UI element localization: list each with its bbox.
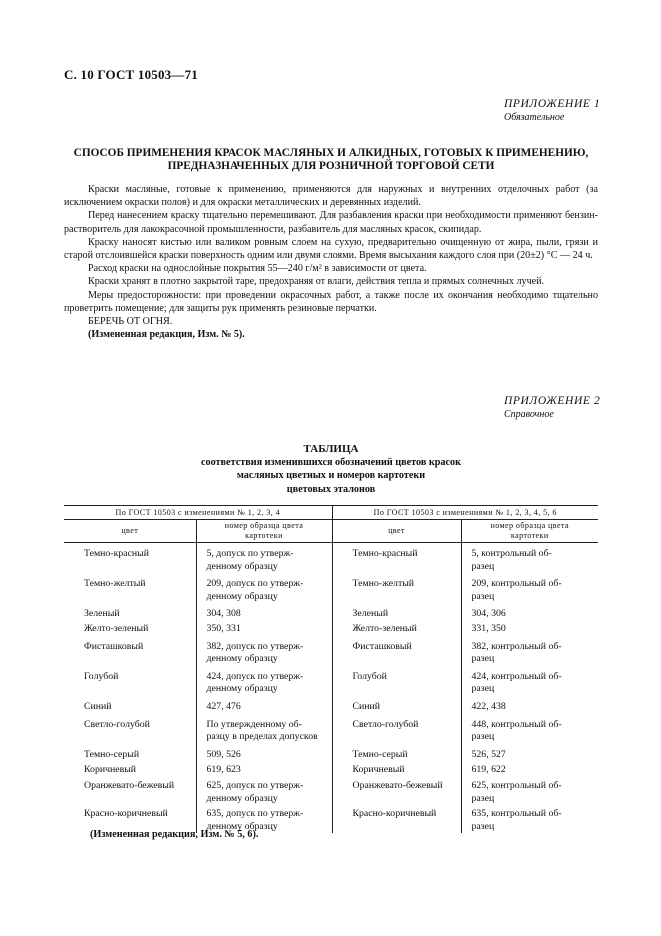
sample-number-old-text: 424, допуск по утверж-: [206, 670, 304, 682]
color-name-old-text: Темно-красный: [84, 548, 149, 559]
color-name-old-text: Красно-коричневый: [84, 808, 168, 820]
color-name-old-text: Оранжевато-бежевый: [84, 779, 175, 791]
sample-number-old-text: денному образцу: [206, 590, 278, 602]
column-header-color: цвет: [332, 520, 461, 543]
section-title: [64, 147, 598, 173]
sample-number-new: [461, 777, 598, 805]
appendix-1-title: ПРИЛОЖЕНИЕ 1: [504, 98, 601, 110]
column-header-sample: [461, 520, 598, 543]
sample-number-old-text: 509, 526: [206, 748, 241, 760]
color-name-new-text: Синий: [352, 700, 381, 712]
sample-number-new-text: разец: [471, 792, 495, 804]
sample-number-new-text: 448, контрольный об-: [471, 718, 562, 730]
sample-number-old: [196, 621, 332, 636]
sample-number-old-text: 635, допуск по утверж-: [206, 808, 304, 820]
color-name-new: [332, 777, 461, 805]
color-name-old: [64, 714, 196, 744]
sample-number-new-text: 209, контрольный об-: [471, 578, 562, 590]
sample-number-old-text: денному образцу: [206, 820, 278, 832]
color-name-new: [332, 805, 461, 833]
revision-note: (Измененная редакция, Изм. № 5).: [88, 329, 245, 341]
page-header: С. 10 ГОСТ 10503—71: [64, 67, 198, 82]
sample-number-new: [461, 621, 598, 636]
sample-number-new-text: 382, контрольный об-: [471, 640, 562, 652]
sample-number-new-text: разец: [471, 653, 495, 665]
sample-number-new-text: разец: [471, 683, 495, 695]
paragraph: Перед нанесением краску тщательно перемешивают. Для разбавления краски при необходимости применяют бензин-растворитель для лакокрасочной промышленности, разбавитель для масляных красок, скипидар.: [64, 210, 598, 235]
sample-number-old: [196, 636, 332, 666]
sample-number-new-text: 526, 527: [471, 748, 506, 760]
color-name-new: [332, 603, 461, 621]
paragraph: Расход краски на однослойные покрытия 55—240 г/м² в зависимости от цвета.: [88, 263, 427, 275]
table-row: [64, 714, 598, 744]
color-name-old-text: Желто-зеленый: [84, 622, 149, 634]
table-revision-note: (Измененная редакция, Изм. № 5, 6).: [90, 829, 259, 840]
sample-number-new-text: 625, контрольный об-: [471, 779, 562, 791]
color-name-old-text: Светло-голубой: [84, 718, 150, 730]
color-name-old: [64, 603, 196, 621]
sample-number-new: [461, 573, 598, 603]
color-name-old: [64, 744, 196, 762]
appendix-1-heading: [504, 97, 600, 125]
sample-number-old: [196, 666, 332, 696]
color-name-old-text: Коричневый: [84, 764, 137, 776]
color-name-new: [332, 621, 461, 636]
color-name-old: [64, 696, 196, 714]
sample-number-new-text: 619, 622: [471, 764, 506, 776]
sample-number-new-text: 635, контрольный об-: [471, 808, 562, 820]
sample-number-new: [461, 761, 598, 777]
color-name-new-text: Голубой: [352, 670, 387, 682]
paragraph: Краски масляные, готовые к применению, применяются для наружных и внутренних отделочных работ (за исключением окраски полов) и для окраски металлических и деревянных изделий.: [64, 184, 598, 209]
column-header-color: цвет: [64, 520, 196, 543]
color-name-new-text: Желто-зеленый: [352, 622, 417, 634]
sample-number-old: [196, 696, 332, 714]
sample-number-new: [461, 543, 598, 574]
color-name-new: [332, 573, 461, 603]
table-subtitle-line-2: масляных цветных и номеров картотеки: [236, 470, 426, 482]
sample-number-old: [196, 714, 332, 744]
sample-number-new-text: 331, 350: [471, 622, 506, 634]
sample-number-new-text: разец: [471, 560, 495, 572]
color-name-old-text: Фисташковый: [84, 640, 144, 652]
color-name-new-text: Темно-желтый: [352, 578, 415, 590]
paragraph: Краску наносят кистью или валиком ровным слоем на сухую, предварительно очищенную от жира, пыли, грязи и старой отслоившейся краски поверхность одним или двумя слоями. Время высыхания каждого слоя при (20±2) °С — 24 ч.: [64, 236, 598, 262]
color-correspondence-table: [64, 505, 598, 833]
table-subtitle-line-1: соответствия изменившихся обозначений цветов красок: [200, 457, 462, 469]
color-name-new: [332, 543, 461, 574]
color-name-old: [64, 666, 196, 696]
color-name-old: [64, 543, 196, 574]
paragraph: Краски хранят в плотно закрытой таре, предохраняя от влаги, действия тепла и прямых солнечных лучей.: [88, 276, 545, 288]
sample-number-old-text: денному образцу: [206, 653, 278, 665]
section-body: [64, 183, 598, 341]
group-header-right: По ГОСТ 10503 с изменениями № 1, 2, 3, 4, 5, 6: [332, 506, 598, 520]
sample-number-old: [196, 777, 332, 805]
group-header-left: По ГОСТ 10503 с изменениями № 1, 2, 3, 4: [64, 506, 332, 520]
sample-number-old-text: денному образцу: [206, 792, 278, 804]
sample-number-new-text: разец: [471, 590, 495, 602]
table-row: [64, 777, 598, 805]
sample-number-new: [461, 805, 598, 833]
column-header-sample-line-1: номер образца цвета: [224, 521, 304, 530]
column-header-sample-line-2: картотеки: [245, 531, 283, 540]
sample-number-old: [196, 761, 332, 777]
sample-number-old-text: 304, 308: [206, 608, 241, 620]
column-header-sample-line-2: картотеки: [510, 531, 549, 540]
table-subtitle-line-3: цветовых эталонов: [286, 483, 376, 495]
column-header-sample-line-1: номер образца цвета: [490, 521, 569, 530]
sample-number-new-text: 5, контрольный об-: [471, 548, 552, 559]
sample-number-old-text: денному образцу: [206, 683, 278, 695]
sample-number-old-text: По утвержденному об-: [206, 718, 302, 730]
sample-number-new-text: разец: [471, 731, 495, 743]
sample-number-new: [461, 714, 598, 744]
color-name-old-text: Темно-желтый: [84, 578, 146, 590]
color-name-new: [332, 744, 461, 762]
sample-number-old-text: 350, 331: [206, 622, 241, 634]
sample-number-new: [461, 744, 598, 762]
color-name-old-text: Темно-серый: [84, 748, 140, 760]
table-row: [64, 603, 598, 621]
color-name-old: [64, 761, 196, 777]
column-header-sample: [196, 520, 332, 543]
table-title-main: ТАБЛИЦА: [303, 443, 359, 455]
color-name-new: [332, 714, 461, 744]
table-row: [64, 666, 598, 696]
table-row: [64, 543, 598, 574]
sample-number-new: [461, 636, 598, 666]
color-name-new: [332, 636, 461, 666]
color-name-new: [332, 696, 461, 714]
appendix-2-title: ПРИЛОЖЕНИЕ 2: [504, 395, 601, 407]
sample-number-new-text: разец: [471, 820, 495, 832]
color-name-new-text: Зеленый: [352, 608, 389, 620]
table-row: [64, 573, 598, 603]
color-name-new-text: Фисташковый: [352, 640, 412, 652]
color-name-old-text: Синий: [84, 700, 112, 712]
table-row: [64, 696, 598, 714]
sample-number-old-text: 427, 476: [206, 700, 241, 712]
table-title: [64, 443, 598, 496]
sample-number-old-text: 619, 623: [206, 764, 241, 776]
table-row: [64, 621, 598, 636]
color-name-new: [332, 666, 461, 696]
table-row: [64, 744, 598, 762]
color-name-old-text: Голубой: [84, 670, 119, 682]
sample-number-old-text: 625, допуск по утверж-: [206, 779, 304, 791]
color-name-new-text: Темно-серый: [352, 748, 408, 760]
sample-number-new-text: 304, 306: [471, 608, 506, 620]
sample-number-new: [461, 603, 598, 621]
color-name-new-text: Красно-коричневый: [352, 808, 437, 820]
sample-number-new: [461, 666, 598, 696]
appendix-2-status: Справочное: [504, 409, 554, 420]
color-name-old: [64, 621, 196, 636]
table-body: [64, 543, 598, 834]
color-name-new-text: Светло-голубой: [352, 718, 419, 730]
color-name-new-text: Коричневый: [352, 764, 405, 776]
sample-number-new-text: 422, 438: [471, 700, 506, 712]
sample-number-old: [196, 744, 332, 762]
sample-number-old-text: 5, допуск по утверж-: [206, 548, 294, 559]
table-row: [64, 761, 598, 777]
paragraph: Меры предосторожности: при проведении окрасочных работ, а также после их окончания необходимо тщательно проветрить помещение; для защиты рук применять резиновые перчатки.: [64, 289, 598, 314]
section-title-line-1: СПОСОБ ПРИМЕНЕНИЯ КРАСОК МАСЛЯНЫХ И АЛКИДНЫХ, ГОТОВЫХ К ПРИМЕНЕНИЮ,: [73, 147, 589, 159]
sample-number-old-text: разцу в пределах допусков: [206, 731, 318, 743]
color-name-old: [64, 573, 196, 603]
table-row: [64, 636, 598, 666]
color-name-old: [64, 777, 196, 805]
appendix-1-status: Обязательное: [504, 112, 565, 123]
sample-number-old-text: денному образцу: [206, 560, 278, 572]
sample-number-new: [461, 696, 598, 714]
paragraph: БЕРЕЧЬ ОТ ОГНЯ.: [88, 316, 173, 328]
color-name-old-text: Зеленый: [84, 608, 120, 620]
section-title-line-2: ПРЕДНАЗНАЧЕННЫХ ДЛЯ РОЗНИЧНОЙ ТОРГОВОЙ СЕТИ: [167, 160, 495, 172]
sample-number-old-text: 382, допуск по утверж-: [206, 640, 304, 652]
sample-number-old: [196, 573, 332, 603]
color-name-new-text: Темно-красный: [352, 548, 418, 559]
sample-number-old-text: 209, допуск по утверж-: [206, 578, 304, 590]
sample-number-new-text: 424, контрольный об-: [471, 670, 562, 682]
color-name-new-text: Оранжевато-бежевый: [352, 779, 443, 791]
sample-number-old: [196, 543, 332, 574]
appendix-2-heading: [504, 394, 600, 422]
color-name-new: [332, 761, 461, 777]
color-name-old: [64, 636, 196, 666]
sample-number-old: [196, 603, 332, 621]
